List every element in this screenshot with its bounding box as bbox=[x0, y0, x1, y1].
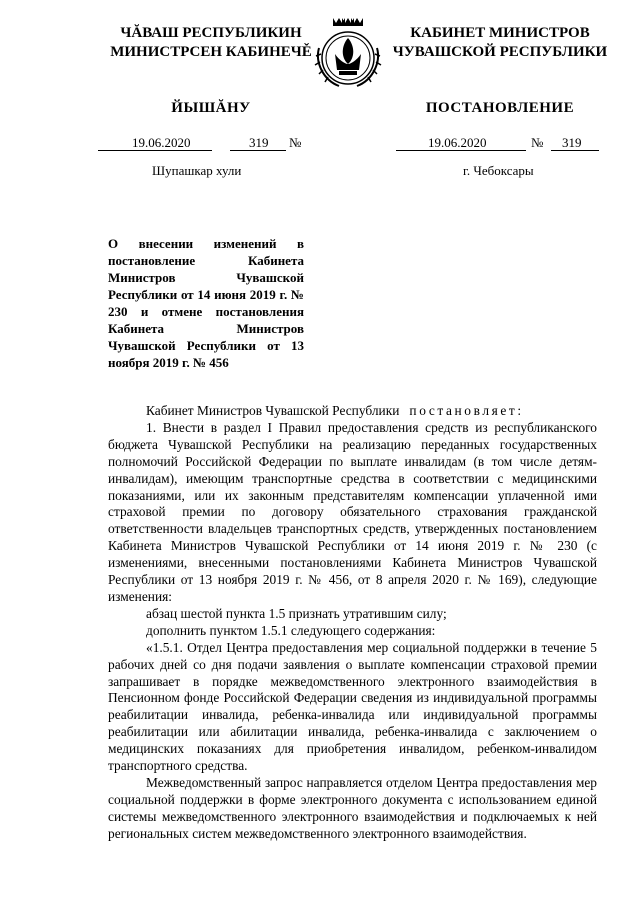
right-document-type: ПОСТАНОВЛЕНИЕ bbox=[425, 100, 575, 116]
document-body bbox=[108, 403, 597, 843]
left-org-line1: ЧĂВАШ РЕСПУБЛИКИН bbox=[120, 25, 302, 41]
left-number-underline bbox=[230, 150, 286, 151]
intro-lead: Кабинет Министров Чувашской Республики bbox=[146, 403, 400, 418]
right-org-line2: ЧУВАШСКОЙ РЕСПУБЛИКИ bbox=[392, 44, 608, 60]
document-title: О внесении изменений в постановление Кабинета Министров Чувашской Республики от 14 июня 2019 г. № 230 и отмене постановления Кабинета Министров Чувашской Республики от 13 ноября 2019 г. № 456 bbox=[108, 236, 304, 370]
right-date: 19.06.2020 bbox=[428, 135, 487, 150]
left-number: 319 bbox=[249, 135, 269, 150]
left-document-type: ЙЫШĂНУ bbox=[171, 100, 251, 116]
right-number-sign: № bbox=[531, 135, 544, 150]
right-number: 319 bbox=[562, 135, 582, 150]
right-number-underline bbox=[551, 150, 599, 151]
right-org-line1: КАБИНЕТ МИНИСТРОВ bbox=[410, 25, 590, 41]
left-org-line2: МИНИСТРСЕН КАБИНЕЧĚ bbox=[110, 44, 312, 60]
paragraph-4: «1.5.1. Отдел Центра предоставления мер социальной поддержки в течение 5 рабочих дней со дня подачи заявления о выплате компенсации страховой премии запрашивает в порядке межведомственного электронного взаимодействия в Пенсионном фонде Российской Федерации сведения из индивидуальной программы реабилитации инвалида, ребенка-инвалида или индивидуальной программы реабилитации или абилитации инвалида, ребенка-инвалида с заключением о медицинских показаниях для приобретения инвалидом, ребенком-инвалидом транспортного средства. bbox=[108, 639, 597, 774]
right-date-underline bbox=[396, 150, 526, 151]
left-date: 19.06.2020 bbox=[132, 135, 191, 150]
paragraph-2: абзац шестой пункта 1.5 признать утратившим силу; bbox=[146, 605, 447, 621]
right-organization-name bbox=[390, 24, 610, 62]
paragraph-1: 1. Внести в раздел I Правил предоставления средств из республиканского бюджета Чувашской Республики на реализацию переданных государственных полномочий Российской Федерации по выплате инвалидам (в том числе детям-инвалидам), имеющим транспортные средства в соответствии с медицинскими показаниями, или их законным представителям компенсации уплаченной ими страховой премии по договору обязательного страхования гражданской ответственности владельцев транспортных средств, утвержденных постановлением Кабинета Министров Чувашской Республики от 14 июня 2019 г. № 230 (с изменениями, внесенными постановлениями Кабинета Министров Чувашской Республики от 13 ноября 2019 г. № 456, от 8 апреля 2020 г. № 169), следующие изменения: bbox=[108, 419, 597, 604]
left-organization-name bbox=[96, 24, 326, 62]
left-date-underline bbox=[98, 150, 212, 151]
chuvash-emblem-icon bbox=[311, 14, 385, 94]
paragraph-3: дополнить пунктом 1.5.1 следующего содержания: bbox=[146, 622, 436, 638]
intro-paragraph bbox=[108, 403, 597, 420]
intro-verb: постановляет: bbox=[409, 403, 524, 418]
right-city: г. Чебоксары bbox=[463, 163, 534, 178]
paragraph-5: Межведомственный запрос направляется отделом Центра предоставления мер социальной поддержки в форме электронного документа с использованием единой системы межведомственного электронного взаимодействия и подключаемых к ней региональных систем межведомственного электронного взаимодействия. bbox=[108, 774, 597, 841]
left-number-sign: № bbox=[289, 135, 302, 150]
left-city: Шупашкар хули bbox=[152, 163, 242, 178]
